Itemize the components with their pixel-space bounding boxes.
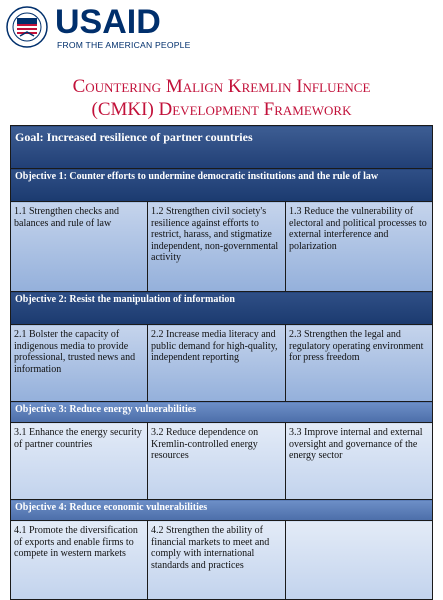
- sub-objective-row: [11, 423, 433, 500]
- logo-tagline: FROM THE AMERICAN PEOPLE: [57, 40, 191, 50]
- sub-objective-2-3: 2.3 Strengthen the legal and regulatory operating environment for press freedom: [286, 325, 433, 402]
- title-line-2: (CMKI) Development Framework: [91, 99, 352, 120]
- objective-row: [11, 500, 433, 521]
- framework-table: [10, 125, 433, 600]
- objective-1-header: Objective 1: Counter efforts to undermine democratic institutions and the rule of law: [11, 169, 433, 202]
- sub-objective-3-1: 3.1 Enhance the energy security of partner countries: [11, 423, 148, 500]
- usaid-seal-icon: [6, 6, 48, 48]
- sub-objective-2-1: 2.1 Bolster the capacity of indigenous media to provide professional, trusted news and information: [11, 325, 148, 402]
- header: [0, 0, 443, 62]
- sub-objective-1-2: 1.2 Strengthen civil society's resilience against efforts to restrict, harass, and stigmatize independent, non-governmental activity: [148, 202, 286, 292]
- sub-objective-row: [11, 325, 433, 402]
- goal-cell: Goal: Increased resilience of partner countries: [11, 126, 433, 169]
- objective-row: [11, 292, 433, 325]
- sub-objective-row: [11, 202, 433, 292]
- sub-objective-4-3: [286, 521, 433, 600]
- sub-objective-1-3: 1.3 Reduce the vulnerability of electoral and political processes to external interference and polarization: [286, 202, 433, 292]
- sub-objective-3-2: 3.2 Reduce dependence on Kremlin-controlled energy resources: [148, 423, 286, 500]
- page-title: [0, 75, 443, 121]
- sub-objective-3-3: 3.3 Improve internal and external oversight and governance of the energy sector: [286, 423, 433, 500]
- sub-objective-1-1: 1.1 Strengthen checks and balances and rule of law: [11, 202, 148, 292]
- objective-row: [11, 169, 433, 202]
- usaid-logo: USAID: [55, 3, 161, 41]
- sub-objective-row: [11, 521, 433, 600]
- sub-objective-2-2: 2.2 Increase media literacy and public demand for high-quality, independent reporting: [148, 325, 286, 402]
- objective-2-header: Objective 2: Resist the manipulation of information: [11, 292, 433, 325]
- objective-row: [11, 402, 433, 423]
- title-line-1: Countering Malign Kremlin Influence: [72, 76, 371, 97]
- sub-objective-4-2: 4.2 Strengthen the ability of financial markets to meet and comply with international standards and practices: [148, 521, 286, 600]
- objective-4-header: Objective 4: Reduce economic vulnerabilities: [11, 500, 433, 521]
- goal-row: [11, 126, 433, 169]
- objective-3-header: Objective 3: Reduce energy vulnerabilities: [11, 402, 433, 423]
- sub-objective-4-1: 4.1 Promote the diversification of exports and enable firms to compete in western markets: [11, 521, 148, 600]
